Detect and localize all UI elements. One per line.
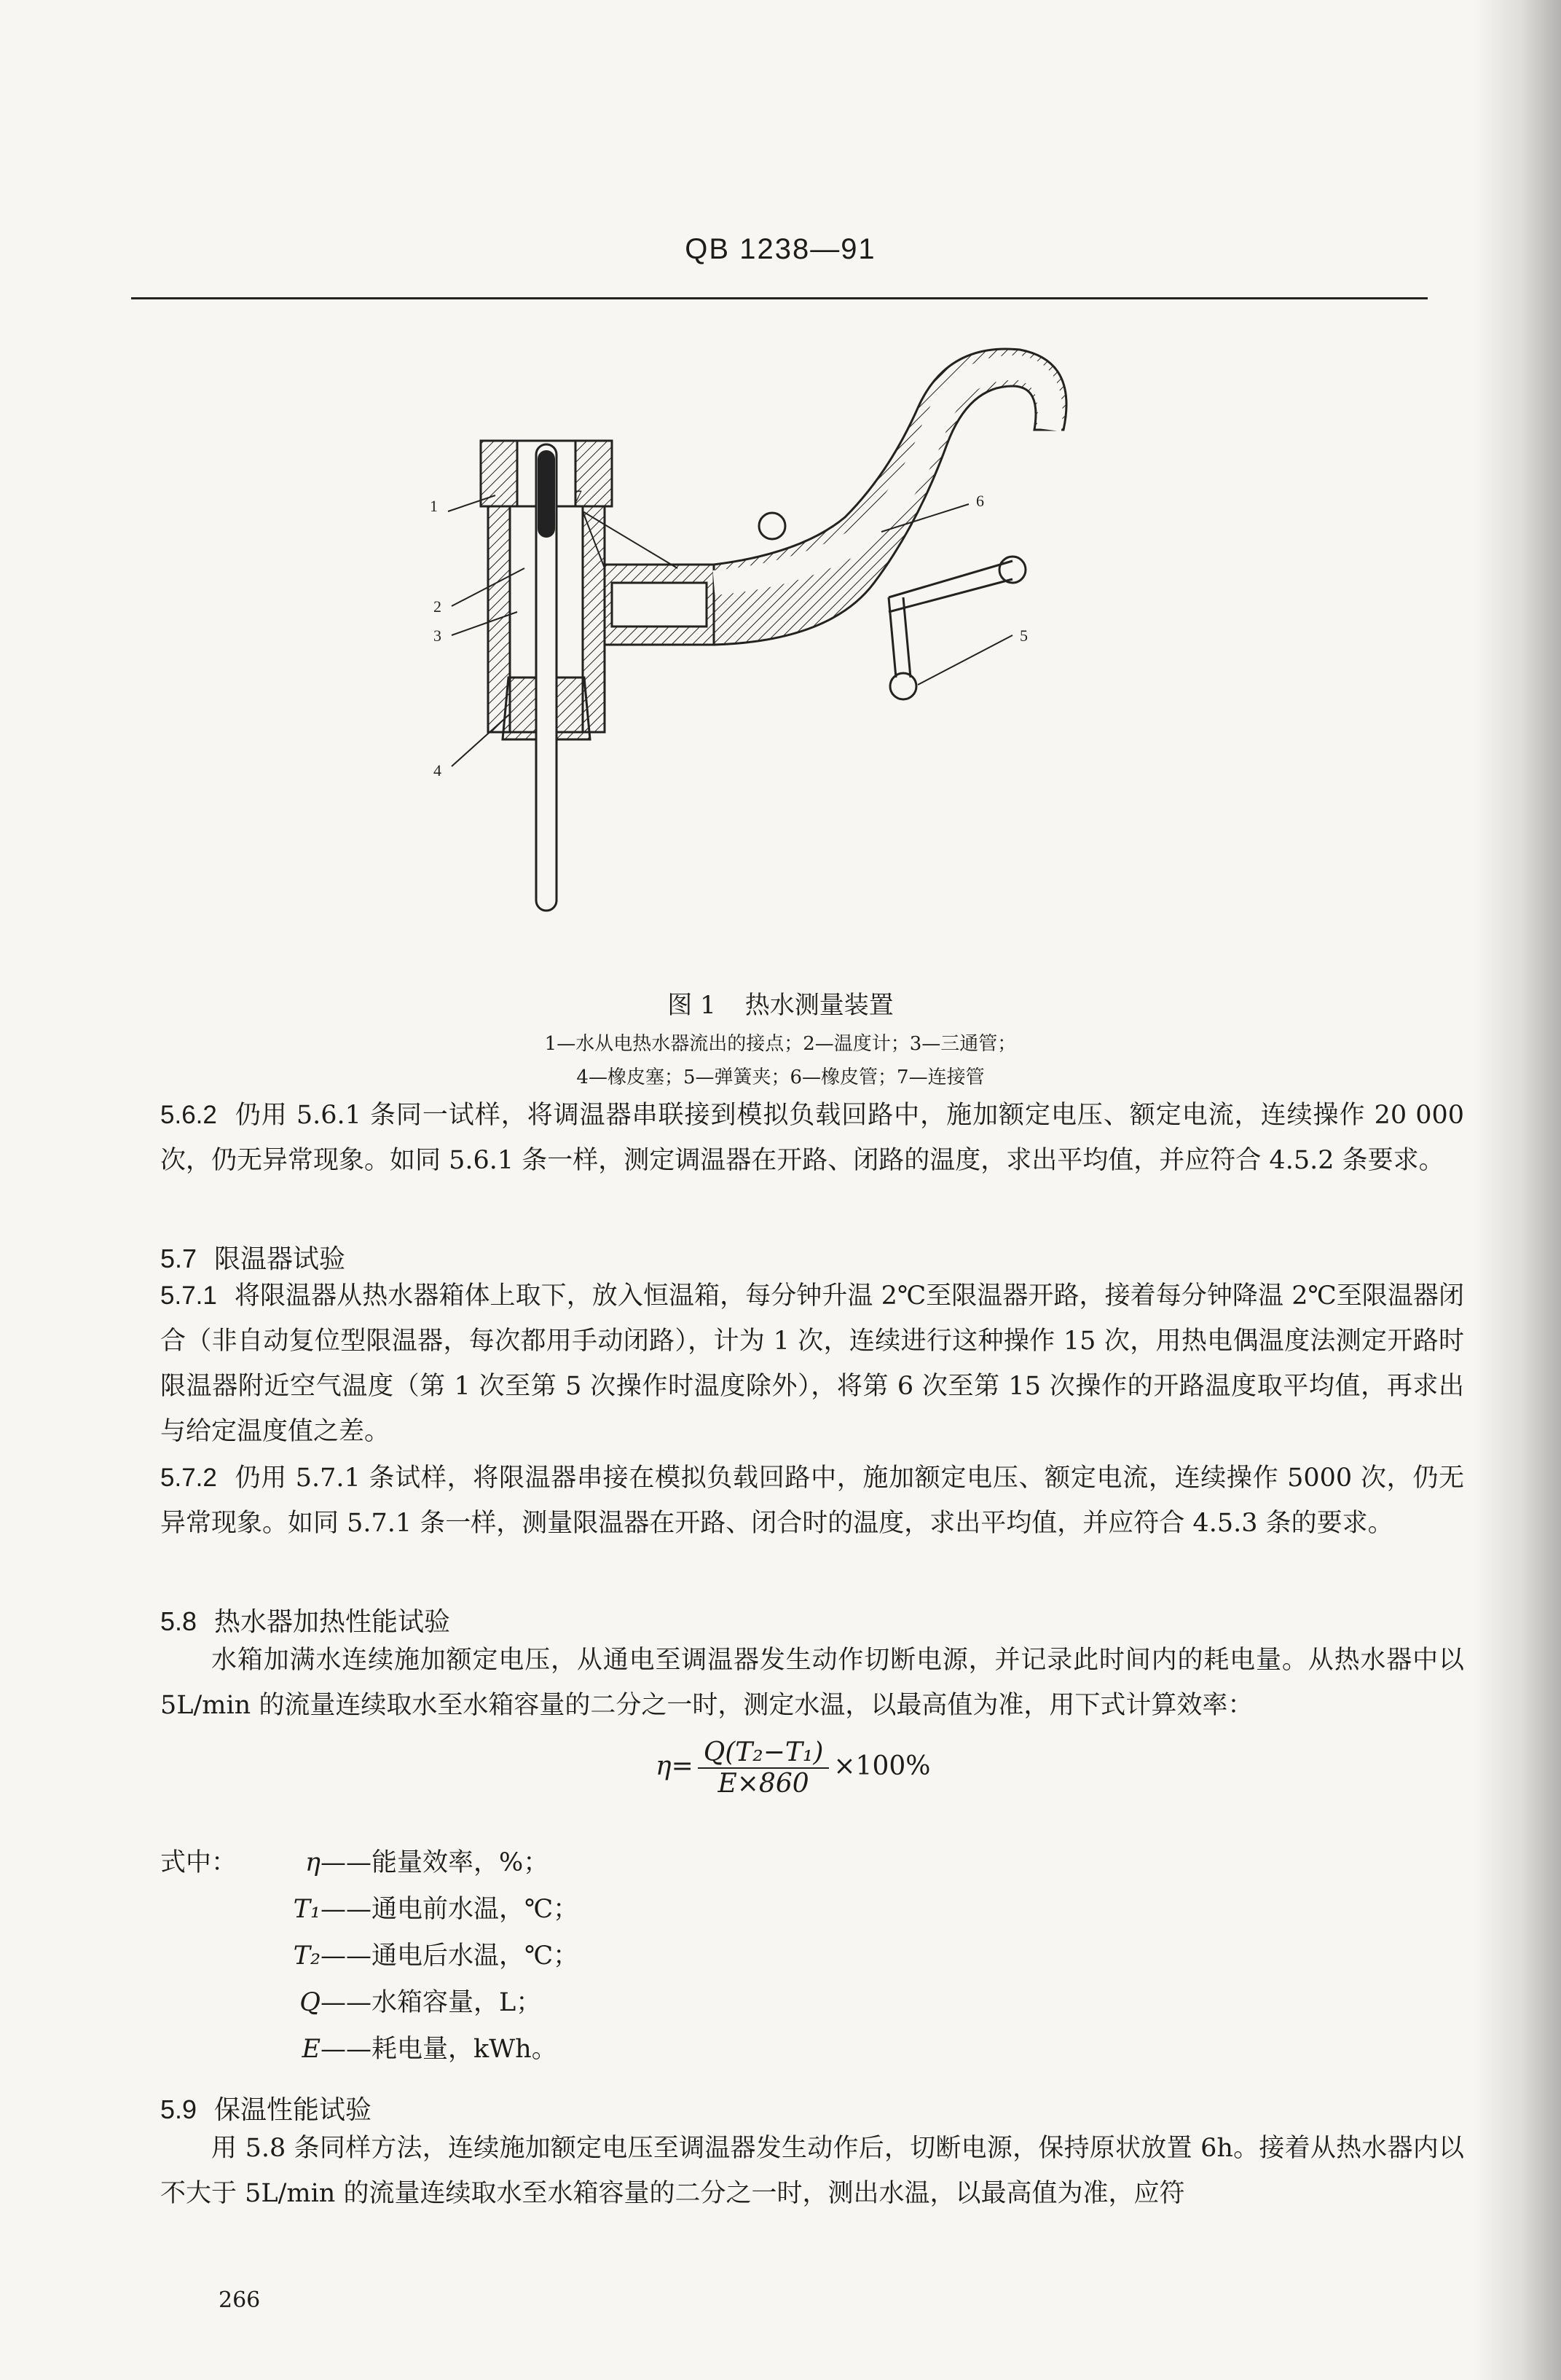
variable-row xyxy=(160,2026,578,2073)
section-number: 5.6.2 xyxy=(160,1101,217,1129)
connecting-tube-bore xyxy=(612,583,707,627)
variable-symbol: T₁ xyxy=(293,1895,321,1924)
section-number: 5.9 xyxy=(160,2094,197,2124)
section-5-6-2 xyxy=(160,1093,1464,1183)
label-5: 5 xyxy=(1020,627,1028,645)
formula-tail: ×100% xyxy=(833,1751,931,1781)
document-code-header: QB 1238—91 xyxy=(685,233,876,265)
formula-denominator: E×860 xyxy=(717,1769,809,1799)
efficiency-formula xyxy=(656,1737,930,1799)
figure-legend-line-2: 4—橡皮塞；5—弹簧夹；6—橡皮管；7—连接管 xyxy=(576,1067,985,1088)
variables-lead: 式中： xyxy=(160,1848,237,1877)
section-title: 保温性能试验 xyxy=(214,2095,372,2125)
variable-definitions xyxy=(160,1839,578,2073)
variable-description: ——水箱容量，L； xyxy=(321,1988,542,2017)
section-title: 限温器试验 xyxy=(214,1244,346,1274)
spring-clip-loop-right xyxy=(999,557,1026,583)
section-5-9-heading xyxy=(160,2089,371,2126)
section-5-8-heading xyxy=(160,1601,450,1638)
page-number: 266 xyxy=(219,2287,261,2313)
section-number: 5.7.1 xyxy=(160,1281,217,1310)
section-number: 5.7 xyxy=(160,1244,197,1273)
figure-caption-title: 热水测量装置 xyxy=(744,991,894,1020)
variable-row xyxy=(160,1979,578,2026)
label-2: 2 xyxy=(433,597,441,616)
variable-row xyxy=(160,1839,578,1886)
section-number: 5.7.2 xyxy=(160,1464,217,1492)
variable-symbol: T₂ xyxy=(293,1941,321,1971)
formula-lhs: η= xyxy=(656,1751,693,1781)
hot-water-measuring-device-figure xyxy=(408,321,1078,962)
variable-row xyxy=(160,1886,578,1933)
section-text: 将限温器从热水器箱体上取下，放入恒温箱，每分钟升温 2℃至限温器开路，接着每分钟降温 2℃至限温器闭合（非自动复位型限温器，每次都用手动闭路），计为 1 次，连续进行这种操作 15 次，用热电偶温度法测定开路时限温器附近空气温度（第 1 次至第 5 次操作时温度除外），将第 6 次至第 15 次操作的开路温度取平均值，再求出与给定温度值之差。 xyxy=(160,1281,1464,1446)
section-5-7-1 xyxy=(160,1273,1464,1454)
label-1: 1 xyxy=(430,497,438,515)
variable-symbol: Q xyxy=(299,1988,321,2017)
label-3: 3 xyxy=(433,627,441,645)
section-number: 5.8 xyxy=(160,1606,197,1636)
figure-caption xyxy=(0,985,1561,1021)
header-rule xyxy=(131,297,1428,299)
section-5-8-body: 水箱加满水连续施加额定电压，从通电至调温器发生动作切断电源，并记录此时间内的耗电量。从热水器中以 5L/min 的流量连续取水至水箱容量的二分之一时，测定水温，以最高值为准，用下式计算效率： xyxy=(160,1646,1464,1720)
variable-row xyxy=(160,1933,578,1979)
formula-numerator: Q(T₂−T₁) xyxy=(698,1737,830,1769)
section-text: 仍用 5.7.1 条试样，将限温器串接在模拟负载回路中，施加额定电压、额定电流，连续操作 5000 次，仍无异常现象。如同 5.7.1 条一样，测量限温器在开路、闭合时的温度，求出平均值，并应符合 4.5.3 条的要求。 xyxy=(160,1464,1464,1538)
variable-description: ——通电前水温，℃； xyxy=(321,1895,579,1924)
variable-symbol: E xyxy=(302,2035,321,2064)
section-5-9-body: 用 5.8 条同样方法，连续施加额定电压至调温器发生动作后，切断电源，保持原状放置 6h。接着从热水器内以不大于 5L/min 的流量连续取水至水箱容量的二分之一时，测出水温，以最高值为准，应符 xyxy=(160,2134,1464,2208)
variable-symbol: η xyxy=(305,1848,321,1877)
section-5-7-2 xyxy=(160,1456,1464,1546)
section-text: 仍用 5.6.1 条同一试样，将调温器串联接到模拟负载回路中，施加额定电压、额定电流，连续操作 20 000 次，仍无异常现象。如同 5.6.1 条一样，测定调温器在开路、闭路的温度，求出平均值，并应符合 4.5.2 条要求。 xyxy=(160,1101,1464,1175)
formula-fraction xyxy=(698,1737,830,1799)
variable-description: ——能量效率，%； xyxy=(321,1848,549,1877)
label-4: 4 xyxy=(433,761,441,779)
spring-clip-loop-bottom xyxy=(890,673,916,699)
figure-caption-number: 图 1 xyxy=(667,991,716,1020)
thermometer-bulb xyxy=(538,450,555,538)
figure-legend-line-1: 1—水从电热水器流出的接点；2—温度计；3—三通管； xyxy=(544,1033,1017,1055)
section-title: 热水器加热性能试验 xyxy=(214,1607,451,1637)
page-edge-shadow xyxy=(1474,0,1561,2380)
variable-description: ——通电后水温，℃； xyxy=(321,1941,579,1971)
variable-description: ——耗电量，kWh。 xyxy=(321,2035,557,2064)
label-6: 6 xyxy=(976,492,984,510)
label-7: 7 xyxy=(574,487,582,505)
spring-clip-wire xyxy=(889,561,1013,678)
section-5-7-heading xyxy=(160,1238,345,1276)
spring-clip-loop-top xyxy=(759,513,785,539)
